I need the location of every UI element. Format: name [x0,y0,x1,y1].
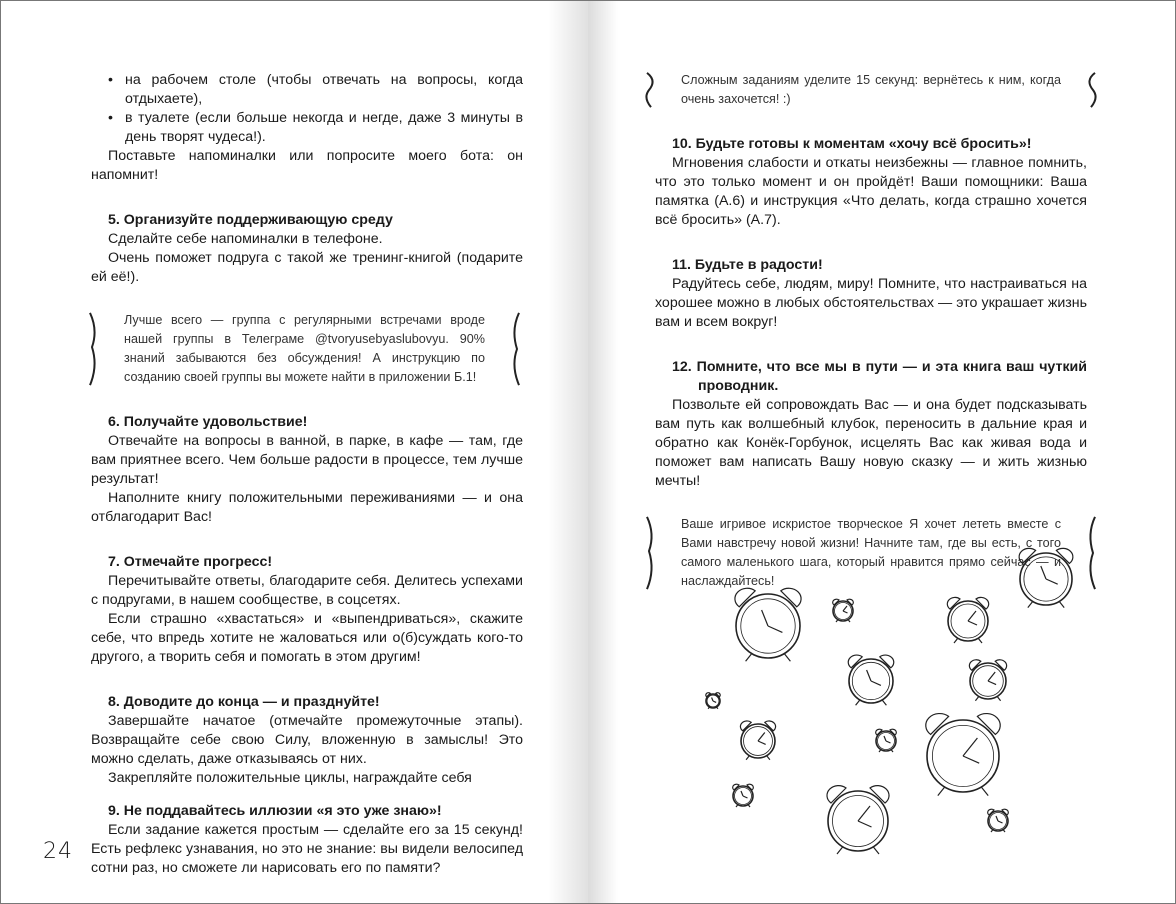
alarm-clock-icon [735,588,801,661]
section-heading: 12. Помните, что все мы в пути — и эта книга ваш чуткий проводник. [672,359,1087,394]
section-heading: 10. Будьте готовы к моментам «хочу всё бросить»! [672,136,1032,152]
right-brace-icon [1081,71,1099,109]
right-page [588,0,1176,904]
page-number: 24 [43,839,73,864]
paragraph: Мгновения слабости и откаты неизбежны — главное помнить, что это только момент и он пройдёт! Ваши помощники: Ваша памятка (А.6) и инструкция «Что делать, когда страшно хочется всё бросить» (А.7). [655,155,1087,228]
alarm-clock-icon [833,599,854,622]
section-heading: 5. Организуйте поддерживающую среду [108,212,393,228]
paragraph: Закрепляйте положительные циклы, награждайте себя [108,770,472,786]
spine-shadow [548,1,588,903]
paragraph: Поставьте напоминалки или попросите моего бота: он напомнит! [91,148,523,183]
spine-shadow [588,1,618,903]
alarm-clock-icon [1019,548,1073,607]
paragraph: Очень поможет подруга с такой же тренинг-книгой (подарите ей её!). [91,250,523,285]
alarm-clock-icon [876,729,897,752]
callout-text: Ваше игривое искристое творческое Я хочет лететь вместе с Вами навстречу новой жизни! Начните там, где вы есть, с того самого маленького шага, который нравится прямо сейчас — и наслаждайтесь! [681,517,1061,588]
paragraph: Перечитывайте ответы, благодарите себя. Делитесь успехами с подругами, в нашем сообществе, в соцсетях. [91,573,523,608]
paragraph: Наполните книгу положительными переживаниями — и она отблагодарит Вас! [91,490,523,525]
paragraph: Позвольте ей сопровождать Вас — и она будет подсказывать вам путь как волшебный клубок, переносить в дальние края и обратно как Конёк-Горбунок, исцелять Вас как живая вода и поможет вам написать Вашу новую сказку — и жить жизнью мечты! [655,397,1087,489]
left-text-column [91,71,523,878]
left-brace-icon [643,71,661,109]
left-brace-icon [643,515,661,591]
alarm-clock-icon [969,660,1006,701]
bullet-list [91,71,523,147]
bullet-item: • на рабочем столе (чтобы отвечать на вопросы, когда отдыхаете), [108,71,523,109]
alarm-clock-icon [740,721,775,760]
bullet-item: • в туалете (если больше некогда и негде, даже 3 минуты в день творят чудеса!). [108,109,523,147]
section-heading: 8. Доводите до конца — и празднуйте! [108,694,380,710]
callout-text: Лучше всего — группа с регулярными встречами вроде нашей группы в Телеграме @tvoryusebyaslubovyu. 90% знаний забываются без обсуждения! А инструкцию по созданию своей группы вы можете найти в приложении Б.1! [124,313,485,384]
right-brace-icon [505,311,523,387]
alarm-clocks-illustration [688,541,1108,881]
section-heading: 7. Отмечайте прогресс! [108,554,273,570]
paragraph: Завершайте начатое (отмечайте промежуточные этапы). Возвращайте себе свою Силу, вложенную в замыслы! Это можно сделать, даже отказываясь от них. [91,713,523,767]
alarm-clock-icon [947,597,988,643]
alarm-clock-icon [827,786,889,854]
paragraph: Радуйтесь себе, людям, миру! Помните, что настраиваться на хорошее можно в любых обстоятельствах — это украшает жизнь вам и всем вокруг! [655,276,1087,330]
callout-box [643,71,1099,109]
alarm-clock-icon [926,714,1000,796]
paragraph: Если страшно «хвастаться» и «выпендриваться», скажите себе, что впредь хотите не жаловаться или о(б)суждать кого-то другого, а творить себя и помогать в этом другим! [91,611,523,665]
callout-box [86,311,523,387]
alarm-clock-icon [988,809,1009,832]
paragraph: Сделайте себе напоминалки в телефоне. [108,231,383,247]
alarm-clock-icon [733,784,754,807]
section-heading: 9. Не поддавайтесь иллюзии «я это уже знаю»! [108,803,442,819]
callout-text: Сложным заданиям уделите 15 секунд: вернётесь к ним, когда очень захочется! :) [681,73,1061,106]
alarm-clock-icon [848,655,894,705]
section-heading: 11. Будьте в радости! [672,257,823,273]
section-heading: 6. Получайте удовольствие! [108,414,308,430]
paragraph: Если задание кажется простым — сделайте его за 15 секунд! Есть рефлекс узнавания, но это не знание: вы видели велосипед сотни раз, но сможете ли нарисовать его по памяти? [91,822,523,876]
right-text-column [655,71,1087,591]
alarm-clock-icon [706,693,720,709]
left-brace-icon [86,311,104,387]
paragraph: Отвечайте на вопросы в ванной, в парке, в кафе — там, где вам приятнее всего. Чем больше радости в процессе, тем лучше результат! [91,433,523,487]
